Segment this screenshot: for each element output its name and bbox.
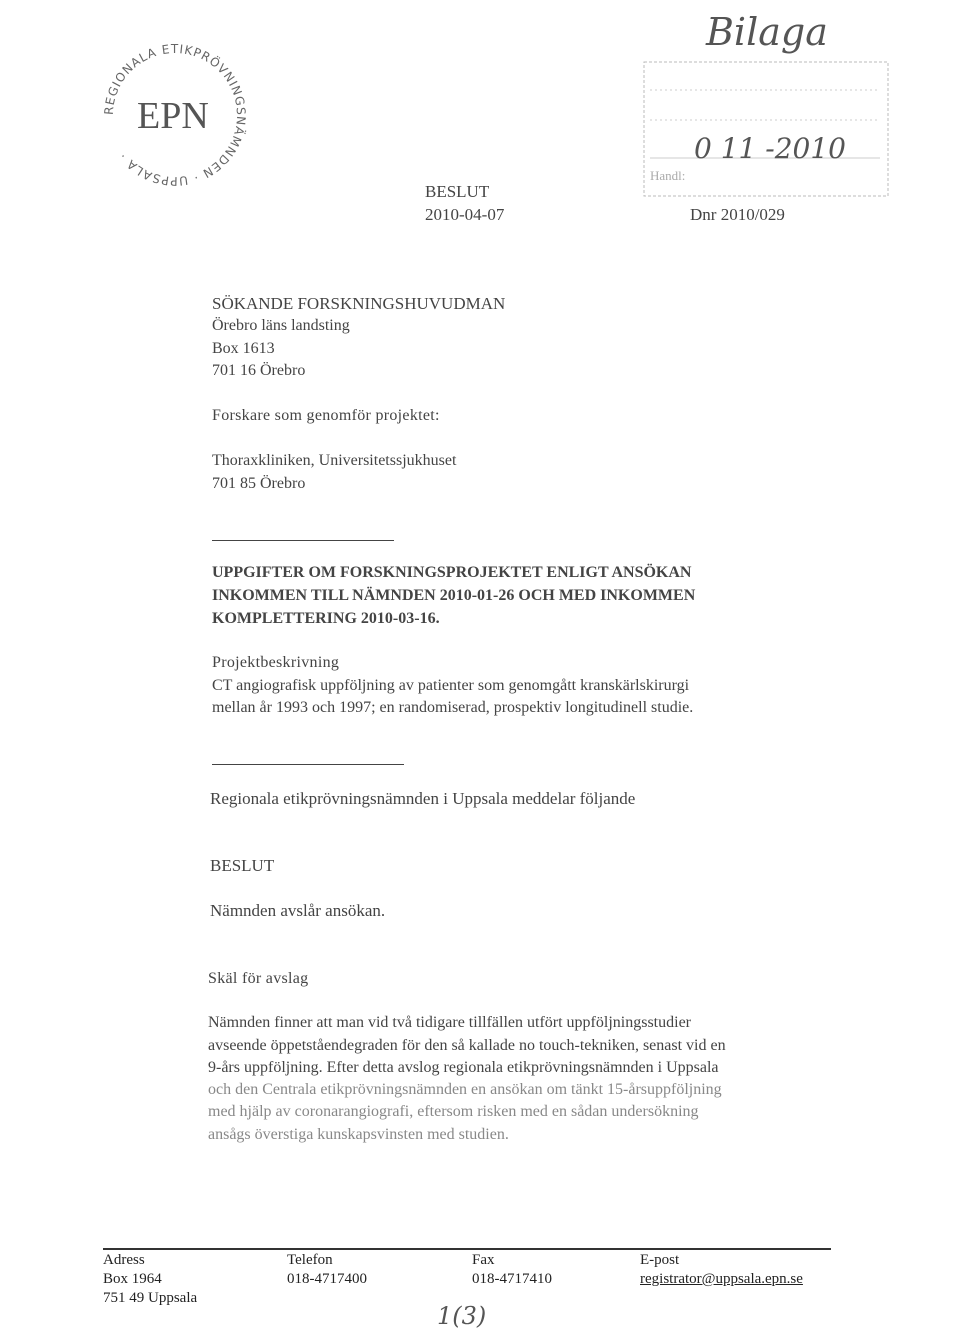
reasons-line: och den Centrala etikprövningsnämnden en ansökan om tänkt 15-årsuppföljning — [208, 1081, 722, 1098]
footer-rule — [103, 1248, 831, 1250]
reasons-line: ansågs överstiga kunskapsvinsten med studien. — [208, 1126, 509, 1143]
header-doc-type: BESLUT — [425, 182, 490, 201]
footer-email-label: E-post — [640, 1252, 680, 1268]
handwritten-bilaga: Bilaga — [706, 10, 828, 54]
divider — [212, 764, 404, 765]
decision-heading: BESLUT — [210, 856, 275, 875]
footer-fax-label: Fax — [472, 1252, 495, 1268]
footer-phone-label: Telefon — [287, 1252, 333, 1268]
footer-address-line: 751 49 Uppsala — [103, 1290, 198, 1306]
researcher-line: 701 85 Örebro — [212, 475, 306, 492]
project-heading-line: INKOMMEN TILL NÄMNDEN 2010-01-26 OCH MED INKOMMEN — [212, 587, 696, 604]
footer-fax: 018-4717410 — [472, 1271, 552, 1287]
footer-address-label: Adress — [103, 1252, 145, 1268]
received-stamp — [640, 10, 892, 198]
stamp-received-date: 0 11 -2010 — [694, 132, 846, 165]
applicant-line: Box 1613 — [212, 340, 275, 357]
epn-logo — [100, 40, 250, 190]
footer-phone: 018-4717400 — [287, 1271, 367, 1287]
reasons-heading: Skäl för avslag — [208, 970, 309, 987]
researcher-heading: Forskare som genomför projektet: — [212, 407, 440, 424]
logo-ring-text: REGIONALA ETIKPRÖVNINGSNÄMNDEN · UPPSALA · — [101, 41, 249, 189]
project-desc-line: CT angiografisk uppföljning av patienter som genomgått kranskärlskirurgi — [212, 677, 690, 694]
reasons-line: 9-års uppföljning. Efter detta avslog regionala etikprövningsnämnden i Uppsala — [208, 1059, 719, 1076]
header-date: 2010-04-07 — [425, 205, 505, 224]
project-heading-line: KOMPLETTERING 2010-03-16. — [212, 610, 440, 627]
decision-intro: Regionala etikprövningsnämnden i Uppsala meddelar följande — [210, 789, 636, 808]
reasons-line: Nämnden finner att man vid två tidigare tillfällen utfört uppföljningsstudier — [208, 1014, 691, 1031]
project-desc-heading: Projektbeskrivning — [212, 654, 340, 671]
stamp-line-label: Handl: — [650, 168, 686, 183]
project-heading-line: UPPGIFTER OM FORSKNINGSPROJEKTET ENLIGT ANSÖKAN — [212, 564, 692, 581]
researcher-line: Thoraxkliniken, Universitetssjukhuset — [212, 452, 457, 469]
reasons-line: avseende öppetståendegraden för den så kallade no touch-tekniken, senast vid en — [208, 1037, 726, 1054]
footer-email-link[interactable]: registrator@uppsala.epn.se — [640, 1271, 803, 1287]
decision-text: Nämnden avslår ansökan. — [210, 901, 386, 920]
reasons-line: med hjälp av coronarangiografi, eftersom risken med en sådan undersökning — [208, 1103, 699, 1120]
header-dnr: Dnr 2010/029 — [690, 205, 785, 224]
applicant-line: Örebro läns landsting — [212, 317, 350, 334]
project-desc-line: mellan år 1993 och 1997; en randomiserad, prospektiv longitudinell studie. — [212, 699, 694, 716]
applicant-heading: SÖKANDE FORSKNINGSHUVUDMAN — [212, 294, 506, 313]
page-number: 1(3) — [437, 1302, 487, 1330]
applicant-line: 701 16 Örebro — [212, 362, 306, 379]
logo-abbr: EPN — [137, 95, 209, 137]
footer-address-line: Box 1964 — [103, 1271, 162, 1287]
divider — [212, 540, 394, 541]
